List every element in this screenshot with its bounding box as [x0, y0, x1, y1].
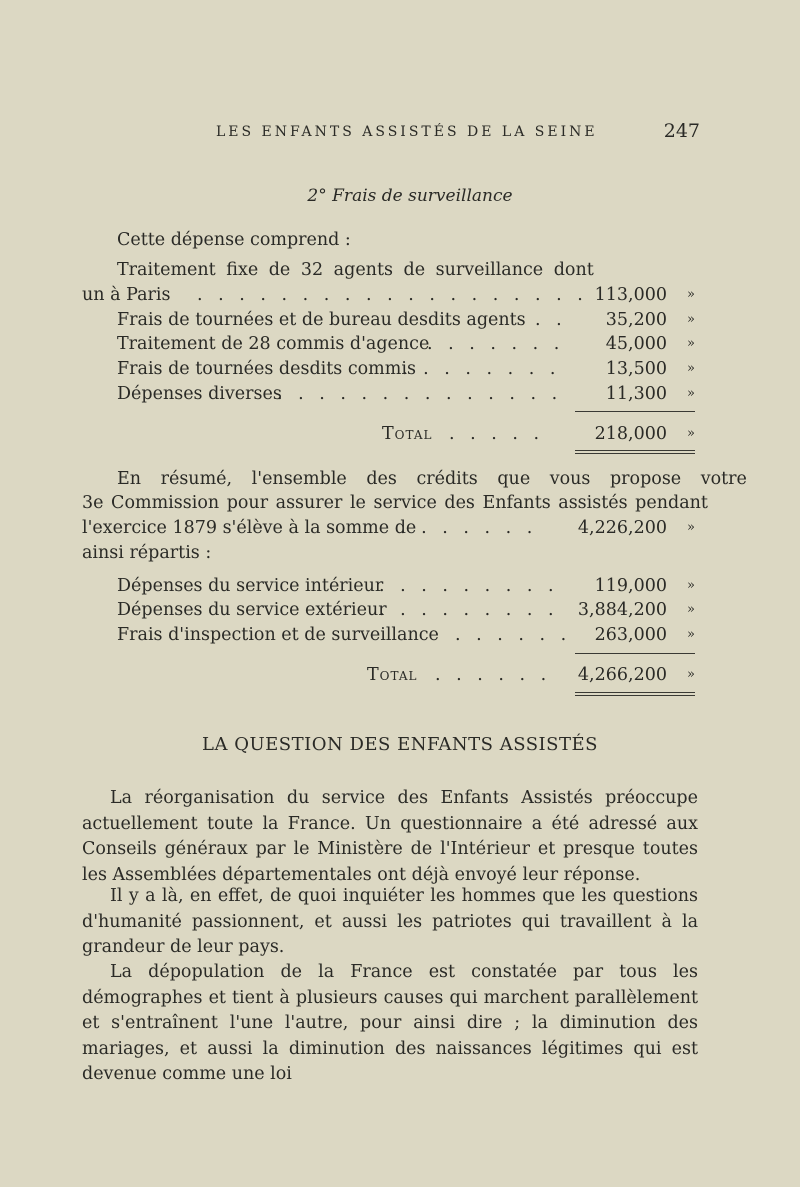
row-amount: 45,000 — [605, 334, 667, 354]
total-double-rule — [575, 450, 695, 451]
total-row: Total . . . . . 218,000 » — [382, 424, 695, 444]
summary-line-4: ainsi répartis : — [82, 543, 212, 563]
row-amount: 4,226,200 — [577, 518, 667, 538]
row-amount: 263,000 — [594, 625, 667, 645]
row-label: Dépenses du service intérieur — [117, 576, 384, 596]
row-label: un à Paris — [82, 285, 171, 305]
summary-sum-row: l'exercice 1879 s'élève à la somme de . . . . . . . 4,226,200 » — [82, 518, 695, 538]
ditto-mark: » — [687, 336, 695, 351]
running-title: LES ENFANTS ASSISTÉS DE LA SEINE — [216, 124, 598, 140]
total-double-rule — [575, 692, 695, 693]
row-amount: 113,000 — [594, 285, 667, 305]
total-amount: 4,266,200 — [577, 665, 667, 685]
table-row: Traitement de 28 commis d'agence . . . . . . . 45,000 » — [117, 334, 695, 354]
row-label: l'exercice 1879 s'élève à la somme de — [82, 518, 417, 538]
ditto-mark: » — [687, 667, 695, 682]
ditto-mark: » — [687, 386, 695, 401]
ditto-mark: » — [687, 361, 695, 376]
total-label: Total — [367, 665, 418, 685]
table-row: Dépenses du service extérieur . . . . . . . . . 3,884,200 » — [117, 600, 695, 620]
ditto-mark: » — [687, 287, 695, 302]
paragraph: La réorganisation du service des Enfants Assistés préoccupe actuellement toute la France. Un questionnaire a été adressé aux Conseils généraux par le Ministère de l'Intérieur et presque toutes les Assemblées départementales ont déjà envoyé leur réponse. — [82, 788, 698, 885]
page-number: 247 — [663, 120, 700, 142]
table-row: un à Paris . . . . . . . . . . . . . . . . . . . 113,000 » — [82, 285, 695, 305]
row-amount: 35,200 — [605, 310, 667, 330]
ditto-mark: » — [687, 627, 695, 642]
total-amount: 218,000 — [594, 424, 667, 444]
row-amount: 3,884,200 — [577, 600, 667, 620]
ditto-mark: » — [687, 520, 695, 535]
table-row: Dépenses du service intérieur . . . . . . . . . 119,000 » — [117, 576, 695, 596]
row-label: Frais d'inspection et de surveillance — [117, 625, 439, 645]
table-row: Frais d'inspection et de surveillance . . . . . . 263,000 » — [117, 625, 695, 645]
table-row: Dépenses diverses . . . . . . . . . . . . . . 11,300 » — [117, 384, 695, 404]
ditto-mark: » — [687, 602, 695, 617]
ditto-mark: » — [687, 426, 695, 441]
row-label: Frais de tournées et de bureau desdits agents — [117, 310, 526, 330]
sum-rule — [575, 653, 695, 654]
row-amount: 13,500 — [605, 359, 667, 379]
row-amount: 11,300 — [605, 384, 667, 404]
section-first-line: Traitement fixe de 32 agents de surveillance dont — [117, 260, 594, 280]
row-label: Frais de tournées desdits commis — [117, 359, 416, 379]
table-row: Frais de tournées desdits commis . . . . . . . . 13,500 » — [117, 359, 695, 379]
ditto-mark: » — [687, 312, 695, 327]
row-amount: 119,000 — [594, 576, 667, 596]
row-label: Dépenses diverses — [117, 384, 282, 404]
total-row: Total . . . . . . 4,266,200 » — [367, 665, 695, 685]
row-label: Traitement de 28 commis d'agence — [117, 334, 430, 354]
summary-line-2: 3e Commission pour assurer le service des Enfants assistés pendant — [82, 493, 708, 513]
summary-line-1: En résumé, l'ensemble des crédits que vous propose votre — [117, 469, 747, 489]
section-intro: Cette dépense comprend : — [117, 230, 351, 250]
total-label: Total — [382, 424, 433, 444]
section-title: 2° Frais de surveillance — [307, 186, 513, 206]
ditto-mark: » — [687, 578, 695, 593]
table-row: Frais de tournées et de bureau desdits agents . . 35,200 » — [117, 310, 695, 330]
row-label: Dépenses du service extérieur — [117, 600, 387, 620]
chapter-title: LA QUESTION DES ENFANTS ASSISTÉS — [202, 734, 598, 755]
paragraph: La dépopulation de la France est constatée par tous les démographes et tient à plusieurs causes qui marchent parallèlement et s'entraînent l'une l'autre, pour ainsi dire ; la diminution des mariages, et aussi la diminution des naissances légitimes qui est devenue comme une loi — [82, 962, 698, 1084]
paragraph: Il y a là, en effet, de quoi inquiéter les hommes que les questions d'humanité passionnent, et aussi les patriotes qui travaillent à la grandeur de leur pays. — [82, 886, 698, 957]
sum-rule — [575, 411, 695, 412]
